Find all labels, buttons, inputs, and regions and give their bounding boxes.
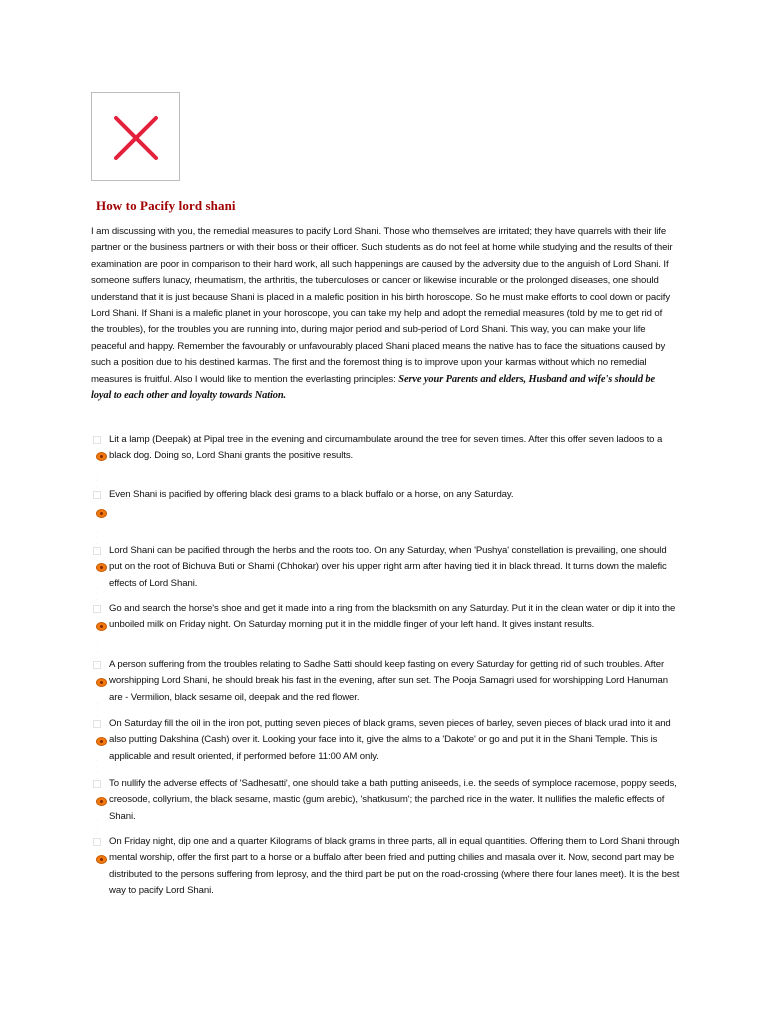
principles-text: Serve your Parents and elders, Husband and wife's should be loyal to each other and loyalty towards Nation. — [91, 373, 656, 402]
faint-mark-icon: · · · · — [96, 643, 98, 667]
orange-bullet-icon — [96, 452, 107, 461]
remedy-text: Lord Shani can be pacified through the herbs and the roots too. On any Saturday, when 'Pushya' constellation is prevailing, one should put on the root of Bichuva Buti or Shami (Chhokar) over his upper right arm after having tied it in black thread. It turns down the malefic effects of Lord Shani. — [109, 545, 667, 589]
remedy-text: On Saturday fill the oil in the iron pot, putting seven pieces of black grams, seven pieces of barley, seven pieces of black urad into it and also putting Dakshina (Cash) over it. Looking your face into it, give the alms to a 'Dakote' or go and put it in the Shani Temple. This is applicable and result oriented, if performed before 11:00 AM only. — [109, 718, 671, 762]
bullet-square-icon — [93, 780, 101, 788]
faint-mark-icon: · · · · — [96, 701, 98, 725]
intro-text: I am discussing with you, the remedial measures to pacify Lord Shani. Those who themselves are irritated; they have quarrels with their life partner or the business partners or with their boss or their officer. Such students as do not feel at home while studying and the results of their examination are poor in comparison to their hard work, all such happenings are caused by the adversity due to the anguish of Lord Shani. If someone suffers lunacy, rheumatism, the arthritis, the tuberculoses or cancer or likewise incurable or the prolonged diseases, one should understand that it is just because Shani is placed in a malefic position in his birth horoscope. So he must make efforts to cool down or pacify Lord Shani. If Shani is a malefic planet in your horoscope, you can take my help and adopt the remedial measures (told by me to get rid of the troubles), for the troubles you are running into, during major period and sub-period of Lord Shani. This way, you can make your life peaceful and happy. Remember the favourably or unfavourably placed Shani placed means the native has to face the situations caused by such a position due to his destined karmas. The first and the foremost thing is to improve upon your karmas without which no remedial measures is fruitful. Also I would like to mention the everlasting principles: — [91, 226, 673, 385]
remedy-text: On Friday night, dip one and a quarter Kilograms of black grams in three parts, all in equal quantities. Offering them to Lord Shani through mental worship, offer the first part to a horse or a buffalo after been fried and putting chilies and masala over it. Now, second part may be distributed to the persons suffering from leprosy, and the third part be put on the road-crossing (where there four lanes meet). It is the best way to pacify Lord Shani. — [109, 836, 680, 897]
bullet-square-icon — [93, 491, 101, 499]
orange-bullet-icon — [96, 622, 107, 631]
orange-bullet-icon — [96, 678, 107, 687]
bullet-square-icon — [93, 547, 101, 555]
faint-mark-icon: · · · · — [96, 758, 98, 782]
orange-bullet-icon — [96, 855, 107, 864]
orange-bullet-icon — [96, 509, 107, 518]
faint-mark-icon: · · · · — [96, 818, 98, 842]
orange-bullet-icon — [96, 563, 107, 572]
orange-bullet-icon — [96, 737, 107, 746]
bullet-square-icon — [93, 436, 101, 444]
faint-mark-icon: · · · · — [96, 472, 98, 496]
faint-mark-icon: · · · · — [96, 585, 98, 609]
remedy-text: A person suffering from the troubles relating to Sadhe Satti should keep fasting on every Saturday for getting rid of such troubles. After worshipping Lord Shani, he should break his fast in the evening, after sun set. The Pooja Samagri used for worshipping Lord Hanuman are - Vermilion, black sesame oil, deepak and the red flower. — [109, 659, 668, 703]
remedy-text: Even Shani is pacified by offering black desi grams to a black buffalo or a horse, on any Saturday. — [109, 489, 514, 500]
remedy-text: Lit a lamp (Deepak) at Pipal tree in the evening and circumambulate around the tree for seven times. After this offer seven ladoos to a black dog. Doing so, Lord Shani grants the positive results. — [109, 434, 663, 462]
orange-bullet-icon — [96, 797, 107, 806]
bullet-square-icon — [93, 605, 101, 613]
remedy-text: Go and search the horse's shoe and get it made into a ring from the blacksmith on any Saturday. Put it in the clean water or dip it into the unboiled milk on Friday night. On Saturday morning put it in the middle finger of your left hand. It gives instant results. — [109, 603, 676, 631]
bullet-square-icon — [93, 661, 101, 669]
bullet-square-icon — [93, 838, 101, 846]
faint-mark-icon: · · · · — [96, 529, 98, 553]
remedy-text: To nullify the adverse effects of 'Sadhesatti', one should take a bath putting aniseeds, i.e. the seeds of symploce racemose, poppy seeds, creosode, collyrium, the black sesame, mastic (gum arebic), 'shatkusum'; the parched rice in the water. It nullifies the malefic effects of Shani. — [109, 778, 677, 822]
bullet-square-icon — [93, 720, 101, 728]
page-title: How to Pacify lord shani — [96, 198, 236, 213]
